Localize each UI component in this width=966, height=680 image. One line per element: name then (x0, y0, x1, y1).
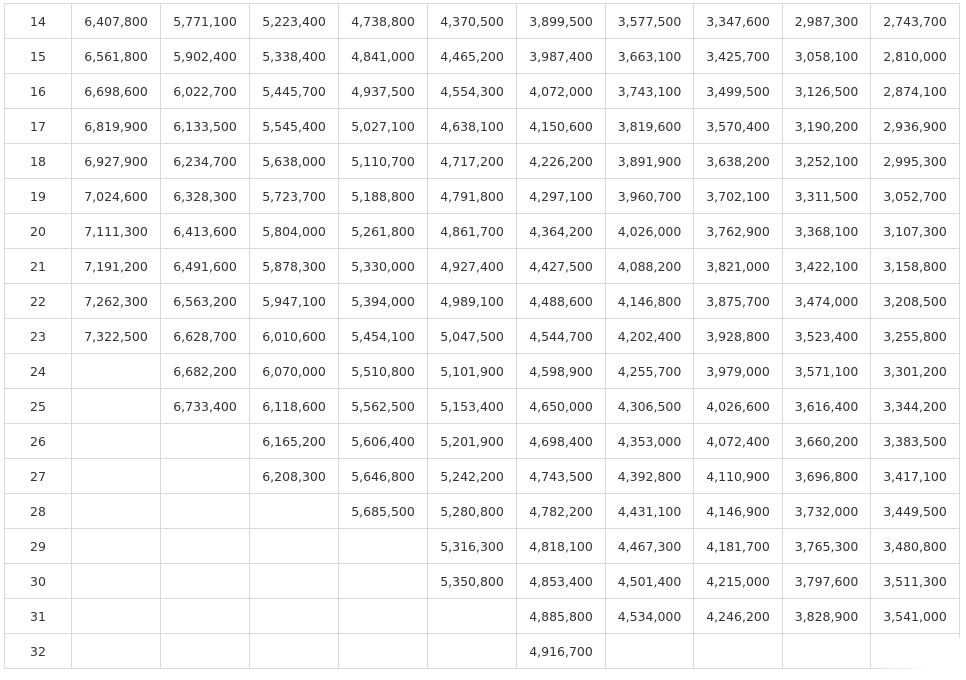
table-cell: 4,427,500 (517, 249, 606, 284)
table-cell: 4,650,000 (517, 389, 606, 424)
row-label: 25 (5, 389, 72, 424)
table-cell: 5,723,700 (250, 179, 339, 214)
table-cell: 3,523,400 (783, 319, 871, 354)
table-cell: 4,554,300 (428, 74, 517, 109)
table-cell: 6,010,600 (250, 319, 339, 354)
table-cell: 4,246,200 (694, 599, 783, 634)
row-label: 14 (5, 4, 72, 39)
table-cell: 4,431,100 (606, 494, 694, 529)
table-cell (250, 529, 339, 564)
table-cell (694, 634, 783, 669)
table-row (5, 214, 960, 249)
table-body (5, 4, 960, 669)
table-cell: 5,330,000 (339, 249, 428, 284)
table-row (5, 424, 960, 459)
table-cell: 2,987,300 (783, 4, 871, 39)
table-cell: 3,252,100 (783, 144, 871, 179)
table-cell: 5,153,400 (428, 389, 517, 424)
table-cell (72, 494, 161, 529)
table-cell: 3,499,500 (694, 74, 783, 109)
table-cell: 4,885,800 (517, 599, 606, 634)
table-row (5, 284, 960, 319)
row-label: 15 (5, 39, 72, 74)
table-cell (250, 564, 339, 599)
row-label: 17 (5, 109, 72, 144)
table-cell (72, 389, 161, 424)
table-row (5, 354, 960, 389)
row-label: 16 (5, 74, 72, 109)
table-row (5, 599, 960, 634)
table-cell: 4,146,800 (606, 284, 694, 319)
table-cell: 4,297,100 (517, 179, 606, 214)
table-cell: 5,947,100 (250, 284, 339, 319)
table-cell: 4,364,200 (517, 214, 606, 249)
table-cell: 5,646,800 (339, 459, 428, 494)
table-row (5, 459, 960, 494)
table-cell: 3,928,800 (694, 319, 783, 354)
table-row (5, 39, 960, 74)
table-cell (783, 634, 871, 669)
table-cell: 3,987,400 (517, 39, 606, 74)
table-cell: 2,743,700 (871, 4, 960, 39)
table-cell (606, 634, 694, 669)
table-row (5, 109, 960, 144)
table-cell (428, 599, 517, 634)
table-cell: 5,338,400 (250, 39, 339, 74)
table-cell: 7,111,300 (72, 214, 161, 249)
table-row (5, 494, 960, 529)
table-cell: 3,616,400 (783, 389, 871, 424)
table-cell: 4,841,000 (339, 39, 428, 74)
row-label: 23 (5, 319, 72, 354)
row-label: 30 (5, 564, 72, 599)
row-label: 24 (5, 354, 72, 389)
table-cell: 5,223,400 (250, 4, 339, 39)
table-cell: 6,563,200 (161, 284, 250, 319)
table-cell: 3,960,700 (606, 179, 694, 214)
table-cell: 3,732,000 (783, 494, 871, 529)
table-cell: 4,791,800 (428, 179, 517, 214)
table-cell: 5,201,900 (428, 424, 517, 459)
table-cell: 3,208,500 (871, 284, 960, 319)
data-table (4, 3, 960, 669)
table-cell: 3,577,500 (606, 4, 694, 39)
row-label: 28 (5, 494, 72, 529)
table-cell: 4,072,400 (694, 424, 783, 459)
table-cell: 5,545,400 (250, 109, 339, 144)
row-label: 26 (5, 424, 72, 459)
table-cell: 3,821,000 (694, 249, 783, 284)
table-cell: 5,510,800 (339, 354, 428, 389)
table-cell: 4,150,600 (517, 109, 606, 144)
table-row (5, 144, 960, 179)
table-cell: 5,101,900 (428, 354, 517, 389)
table-cell: 3,417,100 (871, 459, 960, 494)
table-cell: 3,511,300 (871, 564, 960, 599)
table-cell: 6,819,900 (72, 109, 161, 144)
row-label: 18 (5, 144, 72, 179)
table-cell: 5,685,500 (339, 494, 428, 529)
table-cell: 6,491,600 (161, 249, 250, 284)
table-cell: 3,797,600 (783, 564, 871, 599)
table-cell: 3,899,500 (517, 4, 606, 39)
table-cell: 4,544,700 (517, 319, 606, 354)
table-cell: 6,133,500 (161, 109, 250, 144)
table-cell: 3,696,800 (783, 459, 871, 494)
table-cell: 5,261,800 (339, 214, 428, 249)
table-cell: 3,743,100 (606, 74, 694, 109)
table-cell: 5,394,000 (339, 284, 428, 319)
table-cell: 3,425,700 (694, 39, 783, 74)
table-cell: 4,110,900 (694, 459, 783, 494)
row-label: 21 (5, 249, 72, 284)
table-cell: 2,995,300 (871, 144, 960, 179)
table-cell (72, 529, 161, 564)
table-cell: 4,026,000 (606, 214, 694, 249)
table-cell: 4,989,100 (428, 284, 517, 319)
row-label: 19 (5, 179, 72, 214)
table-cell: 6,733,400 (161, 389, 250, 424)
table-cell: 4,353,000 (606, 424, 694, 459)
table-cell: 3,541,000 (871, 599, 960, 634)
table-cell: 4,853,400 (517, 564, 606, 599)
table-cell: 6,208,300 (250, 459, 339, 494)
table-cell: 4,255,700 (606, 354, 694, 389)
table-cell: 5,804,000 (250, 214, 339, 249)
row-label: 29 (5, 529, 72, 564)
table-cell: 4,738,800 (339, 4, 428, 39)
table-cell: 3,762,900 (694, 214, 783, 249)
table-cell (161, 599, 250, 634)
table-cell: 4,026,600 (694, 389, 783, 424)
table-cell (161, 424, 250, 459)
table-cell: 3,660,200 (783, 424, 871, 459)
table-cell (339, 599, 428, 634)
table-cell: 5,242,200 (428, 459, 517, 494)
table-cell (72, 564, 161, 599)
table-cell: 5,316,300 (428, 529, 517, 564)
row-label: 32 (5, 634, 72, 669)
table-row (5, 389, 960, 424)
table-cell: 4,717,200 (428, 144, 517, 179)
table-cell: 6,628,700 (161, 319, 250, 354)
table-cell: 3,819,600 (606, 109, 694, 144)
table-cell: 4,088,200 (606, 249, 694, 284)
table-cell: 3,255,800 (871, 319, 960, 354)
table-cell: 6,070,000 (250, 354, 339, 389)
table-cell: 5,110,700 (339, 144, 428, 179)
table-cell: 5,350,800 (428, 564, 517, 599)
table-cell: 6,165,200 (250, 424, 339, 459)
table-cell: 4,226,200 (517, 144, 606, 179)
table-row (5, 249, 960, 284)
table-cell: 4,782,200 (517, 494, 606, 529)
table-cell: 5,280,800 (428, 494, 517, 529)
table-cell: 4,181,700 (694, 529, 783, 564)
table-cell (161, 529, 250, 564)
table-cell: 3,638,200 (694, 144, 783, 179)
table-cell: 7,262,300 (72, 284, 161, 319)
table-cell (72, 634, 161, 669)
table-cell: 3,449,500 (871, 494, 960, 529)
table-cell (250, 599, 339, 634)
table-cell (161, 459, 250, 494)
table-cell: 4,467,300 (606, 529, 694, 564)
table-cell: 6,234,700 (161, 144, 250, 179)
table-row (5, 179, 960, 214)
row-label: 31 (5, 599, 72, 634)
table-cell: 3,368,100 (783, 214, 871, 249)
table-cell: 3,765,300 (783, 529, 871, 564)
table-cell: 4,638,100 (428, 109, 517, 144)
table-cell: 3,571,100 (783, 354, 871, 389)
table-cell (161, 564, 250, 599)
table-cell: 3,828,900 (783, 599, 871, 634)
table-cell: 6,022,700 (161, 74, 250, 109)
table-cell: 6,407,800 (72, 4, 161, 39)
table-cell: 5,638,000 (250, 144, 339, 179)
table-cell: 6,927,900 (72, 144, 161, 179)
table-cell: 3,344,200 (871, 389, 960, 424)
table-cell (161, 634, 250, 669)
table-cell (161, 494, 250, 529)
table-cell: 4,743,500 (517, 459, 606, 494)
table-cell: 4,818,100 (517, 529, 606, 564)
table-cell: 3,979,000 (694, 354, 783, 389)
table-cell: 6,698,600 (72, 74, 161, 109)
table-cell: 3,052,700 (871, 179, 960, 214)
table-row (5, 564, 960, 599)
table-cell: 4,306,500 (606, 389, 694, 424)
table-cell: 6,118,600 (250, 389, 339, 424)
table-cell: 3,311,500 (783, 179, 871, 214)
table-cell: 2,936,900 (871, 109, 960, 144)
table-cell: 4,937,500 (339, 74, 428, 109)
table-cell (250, 634, 339, 669)
table-cell: 4,534,000 (606, 599, 694, 634)
table-cell: 3,383,500 (871, 424, 960, 459)
table-cell: 6,328,300 (161, 179, 250, 214)
table-cell: 7,322,500 (72, 319, 161, 354)
table-cell: 3,474,000 (783, 284, 871, 319)
table-row (5, 634, 960, 669)
table-cell (428, 634, 517, 669)
table-cell: 3,702,100 (694, 179, 783, 214)
table-cell: 5,878,300 (250, 249, 339, 284)
table-cell: 4,916,700 (517, 634, 606, 669)
table-cell (72, 424, 161, 459)
table-cell: 3,480,800 (871, 529, 960, 564)
table-cell: 5,188,800 (339, 179, 428, 214)
table-cell: 3,570,400 (694, 109, 783, 144)
table-cell (250, 494, 339, 529)
table-cell: 4,215,000 (694, 564, 783, 599)
table-cell: 5,047,500 (428, 319, 517, 354)
table-cell: 5,562,500 (339, 389, 428, 424)
table-cell: 4,202,400 (606, 319, 694, 354)
table-cell: 4,370,500 (428, 4, 517, 39)
table-cell: 3,058,100 (783, 39, 871, 74)
table-cell (72, 599, 161, 634)
table-cell: 5,606,400 (339, 424, 428, 459)
table-cell: 2,874,100 (871, 74, 960, 109)
table-cell (339, 529, 428, 564)
table-cell: 5,771,100 (161, 4, 250, 39)
table-cell: 5,027,100 (339, 109, 428, 144)
table-row (5, 319, 960, 354)
table-cell: 2,810,000 (871, 39, 960, 74)
table-cell: 6,682,200 (161, 354, 250, 389)
table-cell: 3,107,300 (871, 214, 960, 249)
table-cell: 3,190,200 (783, 109, 871, 144)
table-row (5, 529, 960, 564)
table-cell (339, 634, 428, 669)
table-cell: 4,146,900 (694, 494, 783, 529)
table-cell: 3,875,700 (694, 284, 783, 319)
table-cell: 3,891,900 (606, 144, 694, 179)
data-table-container (4, 3, 959, 669)
table-cell: 4,465,200 (428, 39, 517, 74)
table-cell: 4,501,400 (606, 564, 694, 599)
table-cell: 4,927,400 (428, 249, 517, 284)
table-cell: 7,191,200 (72, 249, 161, 284)
table-cell: 4,072,000 (517, 74, 606, 109)
table-cell: 3,126,500 (783, 74, 871, 109)
table-cell: 3,347,600 (694, 4, 783, 39)
table-cell: 5,445,700 (250, 74, 339, 109)
table-cell: 3,422,100 (783, 249, 871, 284)
table-cell: 7,024,600 (72, 179, 161, 214)
table-cell: 3,301,200 (871, 354, 960, 389)
row-label: 22 (5, 284, 72, 319)
table-cell: 4,698,400 (517, 424, 606, 459)
row-label: 20 (5, 214, 72, 249)
table-cell: 4,598,900 (517, 354, 606, 389)
table-row (5, 74, 960, 109)
table-cell: 6,561,800 (72, 39, 161, 74)
table-cell: 4,861,700 (428, 214, 517, 249)
table-row (5, 4, 960, 39)
table-cell: 5,902,400 (161, 39, 250, 74)
table-cell (339, 564, 428, 599)
table-cell (72, 354, 161, 389)
table-cell: 6,413,600 (161, 214, 250, 249)
table-cell: 3,158,800 (871, 249, 960, 284)
table-cell (871, 634, 960, 669)
table-cell (72, 459, 161, 494)
row-label: 27 (5, 459, 72, 494)
table-cell: 3,663,100 (606, 39, 694, 74)
table-cell: 4,488,600 (517, 284, 606, 319)
table-cell: 5,454,100 (339, 319, 428, 354)
table-cell: 4,392,800 (606, 459, 694, 494)
